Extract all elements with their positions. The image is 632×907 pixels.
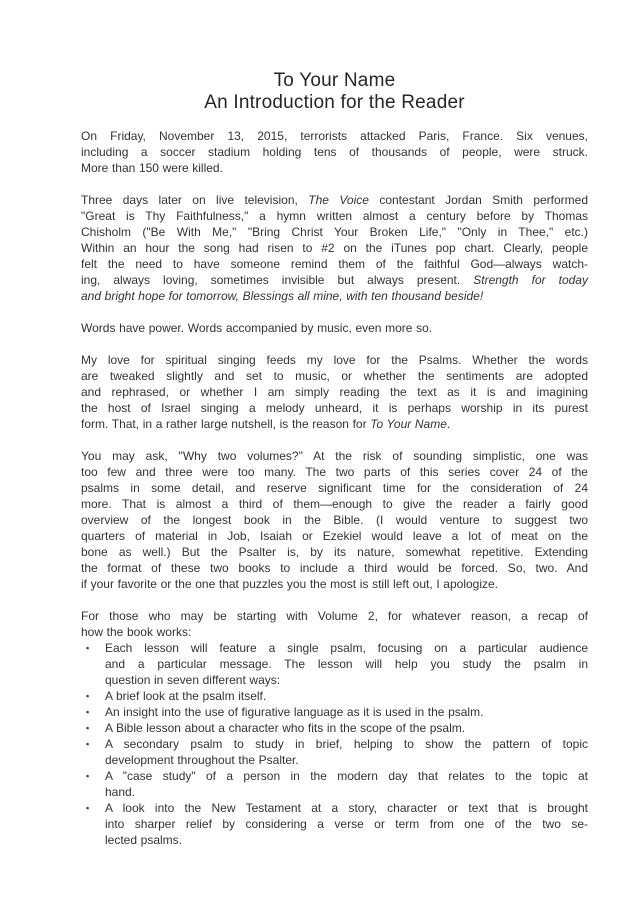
- paragraph-line: bone as well.) But the Psalter is, by its nature, somewhat repetitive. Extending: [81, 545, 588, 559]
- paragraph-line: and bright hope for tomorrow, Blessings all mine, with ten thousand beside!: [81, 289, 484, 303]
- paragraph-line: overview of the longest book in the Bible. (I would venture to suggest two: [81, 513, 588, 527]
- paragraph-line: are tweaked slightly and set to music, or whether the sentiments are adopted: [81, 369, 588, 383]
- list-item-line: A Bible lesson about a character who fits in the scope of the psalm.: [105, 721, 466, 735]
- paragraph-line: "Great is Thy Faithfulness," a hymn written almost a century before by Thomas: [81, 209, 588, 223]
- paragraph-line: On Friday, November 13, 2015, terrorists attacked Paris, France. Six venues,: [81, 129, 588, 143]
- bullet-icon: ▪: [86, 723, 90, 733]
- list-item: [81, 640, 588, 688]
- paragraph: [81, 448, 588, 592]
- paragraph-line: too few and three were too many. The two parts of this series cover 24 of the: [81, 465, 588, 479]
- bullet-icon: ▪: [86, 803, 90, 813]
- list-item: [81, 768, 588, 800]
- paragraph-line: My love for spiritual singing feeds my love for the Psalms. Whether the words: [81, 353, 588, 367]
- bullet-icon: ▪: [86, 707, 90, 717]
- paragraph-line: and rephrased, or whether I am simply reading the text as it is and imagining: [81, 385, 588, 399]
- paragraph-line: the host of Israel singing a melody unheard, it is perhaps worship in its purest: [81, 401, 588, 415]
- body-text: [81, 128, 588, 848]
- paragraph-line: psalms in some detail, and reserve significant time for the consideration of 24: [81, 481, 588, 495]
- bullet-icon: ▪: [86, 739, 90, 749]
- list-item: [81, 688, 588, 704]
- paragraph-line: Three days later on live television, The Voice contestant Jordan Smith performed: [81, 193, 589, 207]
- list-item-line: development throughout the Psalter.: [105, 753, 299, 767]
- paragraph-line: quarters of material in Job, Isaiah or Ezekiel would leave a lot of meat on the: [81, 529, 588, 543]
- bullet-list: [81, 640, 588, 848]
- paragraph-line: the format of these two books to include a third would be forced. So, two. And: [81, 561, 588, 575]
- list-item-line: and a particular message. The lesson will help you study the psalm in: [105, 657, 588, 671]
- list-item: [81, 800, 588, 848]
- paragraph-line: Chisholm ("Be With Me," "Bring Christ Your Broken Life," "Only in Thee," etc.): [81, 225, 588, 239]
- paragraph-line: form. That, in a rather large nutshell, is the reason for To Your Name.: [81, 417, 451, 431]
- list-item-line: A brief look at the psalm itself.: [105, 689, 267, 703]
- list-item-line: A "case study" of a person in the modern day that relates to the topic at: [105, 769, 588, 783]
- paragraph-line: including a soccer stadium holding tens of thousands of people, were struck.: [81, 145, 588, 159]
- paragraph: [81, 128, 588, 176]
- bullet-icon: ▪: [86, 643, 90, 653]
- list-item-line: Each lesson will feature a single psalm, focusing on a particular audience: [105, 641, 588, 655]
- paragraph-line: For those who may be starting with Volume 2, for whatever reason, a recap of: [81, 609, 588, 623]
- paragraph-line: more. That is almost a third of them—enough to give the reader a fairly good: [81, 497, 588, 511]
- paragraph-line: Within an hour the song had risen to #2 on the iTunes pop chart. Clearly, people: [81, 241, 588, 255]
- bullet-icon: ▪: [86, 691, 90, 701]
- paragraph: [81, 608, 588, 640]
- list-item-line: hand.: [105, 785, 136, 799]
- document-title-line-1: To Your Name: [273, 70, 396, 91]
- list-item-line: into sharper relief by considering a verse or term from one of the two se-: [105, 817, 588, 831]
- paragraph: [81, 192, 588, 304]
- list-item-line: A secondary psalm to study in brief, helping to show the pattern of topic: [105, 737, 588, 751]
- paragraph-line: More than 150 were killed.: [81, 161, 223, 175]
- document-title-line-2: An Introduction for the Reader: [204, 92, 465, 113]
- list-item: [81, 736, 588, 768]
- document-title: [81, 70, 588, 114]
- list-item-line: question in seven different ways:: [105, 673, 281, 687]
- paragraph: [81, 352, 588, 432]
- list-item: [81, 720, 588, 736]
- paragraph-line: You may ask, "Why two volumes?" At the risk of sounding simplistic, one was: [81, 449, 588, 463]
- paragraph-line: felt the need to have someone remind them of the faithful God—always watch-: [81, 257, 588, 271]
- bullet-icon: ▪: [86, 771, 90, 781]
- paragraph-line: how the book works:: [81, 625, 192, 639]
- paragraph: [81, 320, 588, 336]
- list-item-line: An insight into the use of figurative language as it is used in the psalm.: [105, 705, 484, 719]
- paragraph-line: ing, always loving, sometimes invisible but always present. Strength for today: [81, 273, 588, 287]
- list-item-line: lected psalms.: [105, 833, 182, 847]
- list-item-line: A look into the New Testament at a story, character or text that is brought: [105, 801, 588, 815]
- list-item: [81, 704, 588, 720]
- paragraphs: [81, 128, 588, 640]
- paragraph-line: if your favorite or the one that puzzles you the most is still left out, I apologize.: [81, 577, 499, 591]
- paragraph-line: Words have power. Words accompanied by music, even more so.: [81, 321, 433, 335]
